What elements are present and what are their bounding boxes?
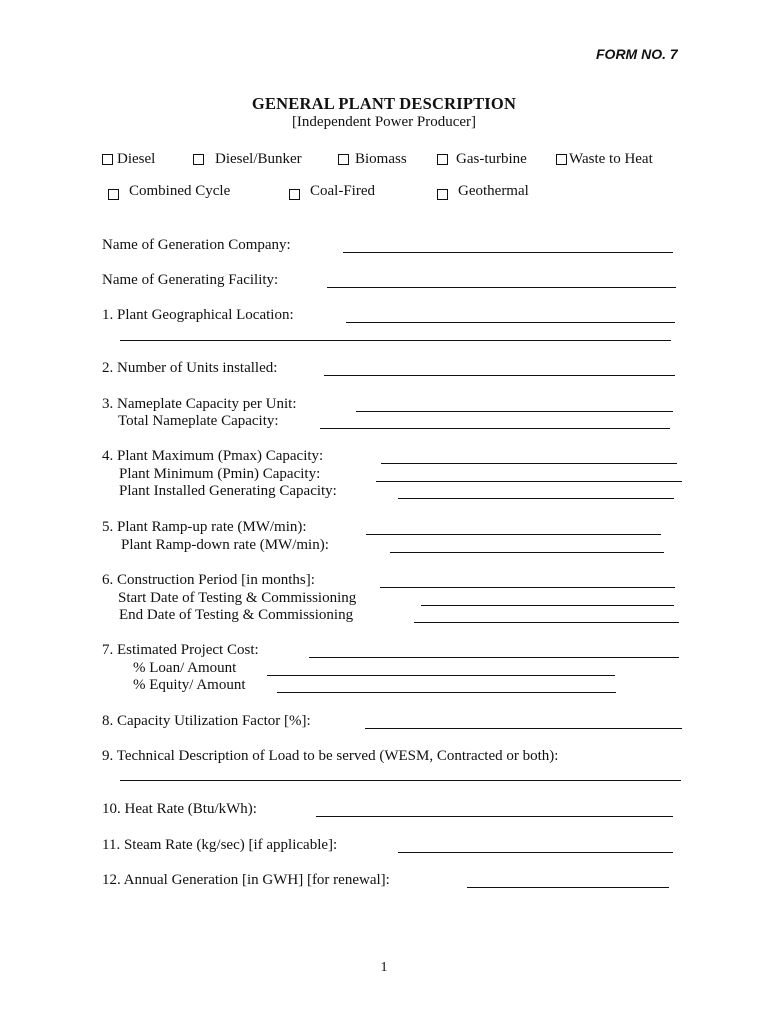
label-ramp-down: Plant Ramp-down rate (MW/min):	[121, 537, 329, 553]
input-construction[interactable]	[380, 587, 675, 588]
input-units[interactable]	[324, 375, 675, 376]
option-diesel-bunker[interactable]	[193, 151, 302, 168]
page-subtitle: [Independent Power Producer]	[291, 114, 477, 130]
checkbox-geothermal[interactable]	[437, 189, 448, 200]
option-gas-turbine[interactable]	[437, 151, 527, 168]
label-location: 1. Plant Geographical Location:	[102, 307, 294, 323]
option-combined-cycle[interactable]	[108, 183, 230, 200]
form-number: FORM NO. 7	[596, 46, 678, 62]
input-installed[interactable]	[398, 498, 674, 499]
option-waste-to-heat-label: Waste to Heat	[569, 151, 653, 167]
option-combined-cycle-label: Combined Cycle	[129, 183, 231, 199]
option-biomass[interactable]	[338, 151, 407, 168]
input-equity[interactable]	[277, 692, 616, 693]
input-project-cost[interactable]	[309, 657, 679, 658]
page-number: 1	[380, 960, 388, 975]
input-company[interactable]	[343, 252, 673, 253]
label-end-testing: End Date of Testing & Commissioning	[119, 607, 354, 623]
input-steam-rate[interactable]	[398, 852, 673, 853]
input-ramp-up[interactable]	[366, 534, 661, 535]
input-annual-gen[interactable]	[467, 887, 669, 888]
input-end-testing[interactable]	[414, 622, 679, 623]
label-facility: Name of Generating Facility:	[102, 272, 279, 288]
label-loan: % Loan/ Amount	[133, 660, 237, 676]
input-location[interactable]	[346, 322, 675, 323]
label-units: 2. Number of Units installed:	[102, 360, 278, 376]
label-annual-gen: 12. Annual Generation [in GWH] [for renewal]:	[102, 872, 390, 888]
checkbox-biomass[interactable]	[338, 154, 349, 165]
input-location-line2[interactable]	[120, 340, 671, 341]
label-construction: 6. Construction Period [in months]:	[102, 572, 315, 588]
label-load-desc: 9. Technical Description of Load to be served (WESM, Contracted or both):	[102, 748, 559, 764]
label-start-testing: Start Date of Testing & Commissioning	[118, 590, 357, 606]
input-pmax[interactable]	[381, 463, 677, 464]
input-loan[interactable]	[267, 675, 615, 676]
checkbox-waste-to-heat[interactable]	[556, 154, 567, 165]
checkbox-combined-cycle[interactable]	[108, 189, 119, 200]
checkbox-diesel[interactable]	[102, 154, 113, 165]
option-diesel-bunker-label: Diesel/Bunker	[215, 151, 302, 167]
input-ramp-down[interactable]	[390, 552, 664, 553]
label-ramp-up: 5. Plant Ramp-up rate (MW/min):	[102, 519, 307, 535]
input-heat-rate[interactable]	[316, 816, 673, 817]
page-title: GENERAL PLANT DESCRIPTION	[251, 94, 517, 113]
label-nameplate: 3. Nameplate Capacity per Unit:	[102, 396, 297, 412]
label-pmax: 4. Plant Maximum (Pmax) Capacity:	[102, 448, 324, 464]
option-waste-to-heat[interactable]	[556, 151, 653, 168]
option-coal-fired-label: Coal-Fired	[310, 183, 375, 199]
label-pmin: Plant Minimum (Pmin) Capacity:	[119, 466, 321, 482]
option-diesel-label: Diesel	[117, 151, 156, 167]
label-heat-rate: 10. Heat Rate (Btu/kWh):	[102, 801, 257, 817]
input-nameplate[interactable]	[356, 411, 673, 412]
checkbox-diesel-bunker[interactable]	[193, 154, 204, 165]
label-equity: % Equity/ Amount	[133, 677, 246, 693]
input-start-testing[interactable]	[421, 605, 674, 606]
input-facility[interactable]	[327, 287, 676, 288]
input-pmin[interactable]	[376, 481, 682, 482]
label-cuf: 8. Capacity Utilization Factor [%]:	[102, 713, 311, 729]
label-project-cost: 7. Estimated Project Cost:	[102, 642, 259, 658]
option-diesel[interactable]	[102, 151, 155, 168]
option-geothermal[interactable]	[437, 183, 529, 200]
option-gas-turbine-label: Gas-turbine	[456, 151, 527, 167]
label-total-nameplate: Total Nameplate Capacity:	[118, 413, 279, 429]
checkbox-coal-fired[interactable]	[289, 189, 300, 200]
label-installed: Plant Installed Generating Capacity:	[119, 483, 337, 499]
option-coal-fired[interactable]	[289, 183, 375, 200]
option-biomass-label: Biomass	[355, 151, 407, 167]
label-steam-rate: 11. Steam Rate (kg/sec) [if applicable]:	[102, 837, 338, 853]
label-company: Name of Generation Company:	[102, 237, 291, 253]
input-cuf[interactable]	[365, 728, 682, 729]
checkbox-gas-turbine[interactable]	[437, 154, 448, 165]
input-load-desc[interactable]	[120, 780, 681, 781]
input-total-nameplate[interactable]	[320, 428, 670, 429]
option-geothermal-label: Geothermal	[458, 183, 529, 199]
